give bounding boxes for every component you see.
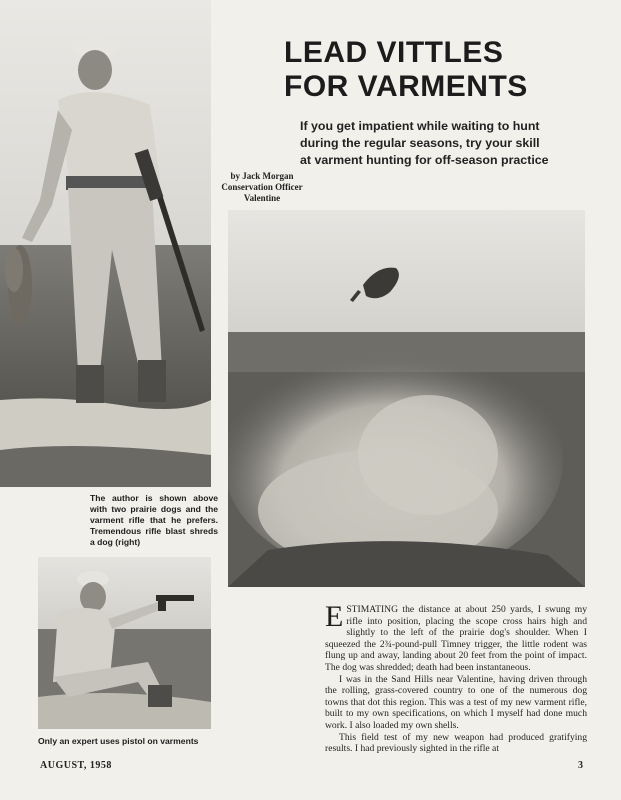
article-subtitle-line-1: If you get impatient while waiting to hunt — [300, 119, 540, 133]
pistol-photo-caption: Only an expert uses pistol on varments — [38, 736, 199, 746]
article-title — [284, 36, 528, 104]
drop-cap: E — [325, 600, 344, 633]
article-title-line-1: LEAD VITTLES — [284, 36, 504, 69]
body-paragraph-1 — [325, 600, 587, 674]
issue-date: AUGUST, 1958 — [40, 760, 112, 771]
byline — [214, 171, 310, 204]
pistol-photo — [38, 557, 211, 729]
article-subtitle-line-2: during the regular seasons, try your skill — [300, 136, 540, 150]
byline-location: Valentine — [243, 193, 281, 203]
blast-photo-image — [228, 210, 585, 587]
byline-position: Conservation Officer — [221, 182, 303, 192]
article-title-line-2: FOR VARMENTS — [284, 70, 528, 103]
article-subtitle-line-3: at varment hunting for off-season practice — [300, 153, 549, 167]
page-number: 3 — [578, 760, 583, 771]
blast-photo — [228, 210, 585, 587]
body-paragraph-1-text: STIMATING the distance at about 250 yards, I swung my rifle into position, placing the scope cross hairs high and slightly to the left of the prairie dog's shoulder. When I squeezed the 2¾-pound-pull Timney trigger, the little rodent was flung up and away, landing about 20 feet from the point of impact. The dog was shredded; death had been instantaneous. — [325, 604, 587, 673]
author-photo-image — [0, 0, 211, 487]
author-photo-caption: The author is shown above with two prairie dogs and the varment rifle that he prefers. Tremendous rifle blast shreds a dog (right) — [90, 493, 218, 547]
body-paragraph-3: This field test of my new weapon had produced gratifying results. I had previously sighted in the rifle at — [325, 731, 587, 755]
author-photo — [0, 0, 211, 487]
pistol-photo-image — [38, 557, 211, 729]
article-body — [325, 600, 587, 755]
body-paragraph-2: I was in the Sand Hills near Valentine, having driven through the rolling, grass-covered country to one of the numerous dog towns that dot this region. This was a test of my new varment rifle, built to my own specifications, on which I myself had done much work. I also loaded my own shells. — [325, 673, 587, 731]
article-subtitle — [300, 118, 600, 169]
byline-author: by Jack Morgan — [230, 171, 294, 181]
